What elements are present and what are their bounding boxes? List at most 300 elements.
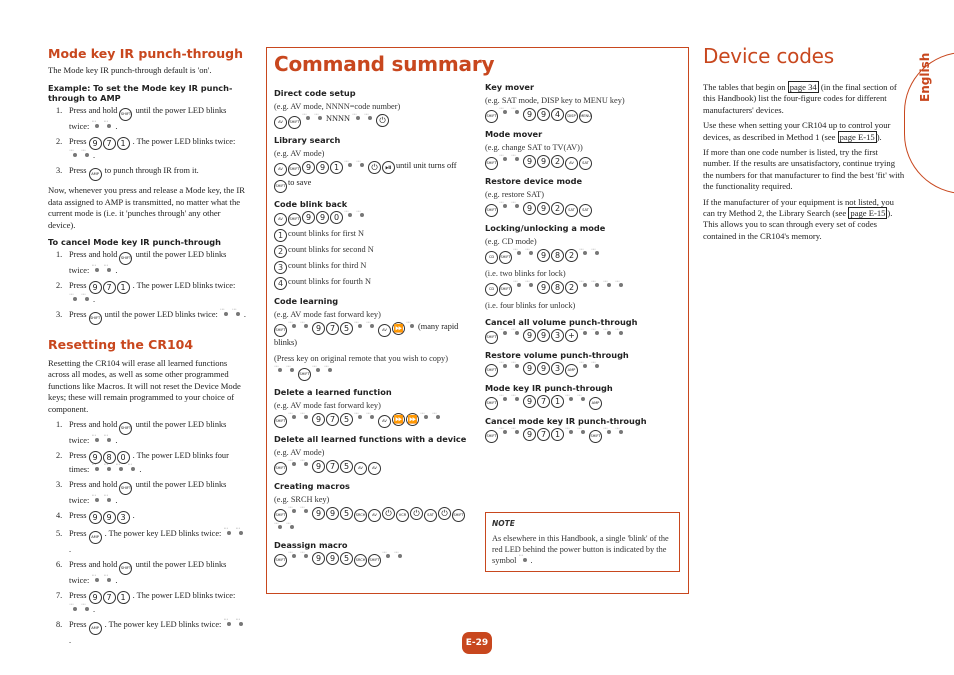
summary-column-1 (274, 88, 474, 573)
key-shift-icon: SHIFT (485, 331, 498, 344)
command-title: Code blink back (274, 199, 348, 209)
command-block (485, 383, 680, 410)
blink-icon (315, 113, 325, 123)
command-block (485, 176, 680, 217)
key-sequence (274, 506, 474, 534)
command-title: Restore volume punch-through (485, 350, 629, 360)
key-0-icon: 0 (330, 211, 343, 224)
blink-count-line (274, 260, 474, 274)
blink-icon (92, 464, 102, 474)
step-number: 4. (56, 511, 63, 521)
device-p1 (703, 82, 906, 116)
blink-icon (383, 551, 393, 561)
command-title: Delete a learned function (274, 387, 392, 397)
step-text: . The power LED blinks four times: (69, 451, 229, 475)
step-text: Press (69, 620, 89, 630)
key-9-icon: 9 (312, 413, 325, 426)
key-cd-icon: CD (485, 251, 498, 264)
command-block (485, 350, 680, 377)
step-number: 3. (56, 310, 63, 320)
mode-key-title: Mode key IR punch-through (48, 46, 244, 61)
blink-icon (500, 154, 510, 164)
key-shift-icon: SHIFT (274, 462, 287, 475)
key-av-icon: AV (565, 157, 578, 170)
blink-icon (512, 361, 522, 371)
step-text: until the power LED blinks twice: (104, 310, 218, 320)
key-sequence (274, 160, 474, 176)
blink-icon (289, 321, 299, 331)
sequence-text: rapid (441, 322, 459, 331)
key-menu-icon: MENU (579, 110, 592, 123)
list-item: 1. Press and hold SHIFT until the power LED blinks twice: · · ·· · · . (48, 105, 248, 132)
sequence-text: to (288, 178, 297, 187)
step-text: until the power LED blinks twice: (69, 560, 227, 586)
key-shift-icon: SHIFT (485, 397, 498, 410)
key-av-icon: AV (274, 163, 287, 176)
key-0-icon: 0 (117, 451, 130, 464)
sequence-text: blinks) (274, 338, 298, 347)
step-number: 3. (56, 480, 63, 490)
blink-icon (592, 328, 602, 338)
step-text: Press (69, 529, 89, 539)
command-title: Locking/unlocking a mode (485, 223, 606, 233)
command-example: (e.g. restore SAT) (485, 190, 544, 199)
sequence-text: NNNN (326, 114, 353, 123)
command-block (485, 82, 680, 123)
key-7-icon: 7 (537, 428, 550, 441)
key-sequence (274, 551, 474, 567)
key-9-icon: 9 (537, 202, 550, 215)
blink-count-line (274, 228, 474, 242)
key-shift-icon: SHIFT (119, 562, 132, 575)
blink-count-line (274, 244, 474, 258)
command-title: Direct code setup (274, 88, 356, 98)
note-title: NOTE (492, 519, 515, 528)
blink-icon (512, 107, 522, 117)
key-shift-icon: SHIFT (485, 204, 498, 217)
blink-icon (500, 427, 510, 437)
key-⏻-icon: ⏻ (368, 161, 381, 174)
key-sequence (485, 248, 680, 264)
key-sequence (485, 280, 680, 296)
key-shift-icon: SHIFT (89, 312, 102, 325)
step-number: 5. (56, 529, 63, 539)
key-2-icon: 2 (565, 249, 578, 262)
command-title: Deassign macro (274, 540, 348, 550)
key-av-icon: AV (274, 213, 287, 226)
blink-icon (566, 427, 576, 437)
list-item: 5. Press AMP . The power key LED blinks twice: · · ·· · ·. (48, 528, 248, 555)
blink-icon (104, 121, 114, 131)
command-title: Cancel mode key IR punch-through (485, 416, 647, 426)
key-7-icon: 7 (537, 395, 550, 408)
blink-icon (367, 321, 377, 331)
blink-icon (592, 280, 602, 290)
command-block (274, 135, 474, 193)
blink-icon (578, 427, 588, 437)
step-text: . The power key LED blinks twice: (104, 529, 222, 539)
step-text: to punch through IR from it. (104, 166, 199, 176)
key-4-icon: 4 (551, 108, 564, 121)
key-7-icon: 7 (326, 322, 339, 335)
key-shift-icon: SHIFT (368, 554, 381, 567)
page-34-link[interactable]: page 34 (789, 82, 817, 92)
key-5-icon: 5 (340, 552, 353, 565)
command-title: Creating macros (274, 481, 350, 491)
sequence-text: (many (418, 322, 442, 331)
step-number: 3. (56, 166, 63, 176)
key-9-icon: 9 (312, 552, 325, 565)
blink-icon (92, 575, 102, 585)
key-amp-icon: AMP (89, 168, 102, 181)
blink-icon (92, 121, 102, 131)
step-text: Press and hold (69, 480, 120, 490)
command-example: (e.g. AV mode fast forward key) (274, 310, 381, 319)
key-disp-icon: DISP (565, 110, 578, 123)
blink-icon (604, 280, 614, 290)
step-text: Press and hold (69, 250, 120, 260)
blink-icon (289, 412, 299, 422)
command-example: (e.g. SRCH key) (274, 495, 330, 504)
step-number: 8. (56, 620, 63, 630)
key-9-icon: 9 (537, 362, 550, 375)
blink-icon (355, 321, 365, 331)
list-item (48, 510, 248, 524)
command-block (274, 481, 474, 534)
key-9-icon: 9 (89, 451, 102, 464)
blink-icon (233, 309, 243, 319)
key-9-icon: 9 (89, 591, 102, 604)
key-⏻-icon: ⏻ (438, 507, 451, 520)
command-title: Delete all learned functions with a device (274, 434, 467, 444)
blink-icon (303, 113, 313, 123)
mode-key-steps (48, 105, 248, 181)
sequence-text: save (296, 178, 312, 187)
step-number: 7. (56, 591, 63, 601)
key-shift-icon: SHIFT (452, 509, 465, 522)
command-example: (i.e. four blinks for unlock) (485, 301, 576, 310)
step-text: Press (69, 137, 89, 147)
blink-icon (616, 280, 626, 290)
key-shift-icon: SHIFT (119, 252, 132, 265)
blink-icon (221, 309, 231, 319)
step-text: Press (69, 591, 89, 601)
key-9-icon: 9 (312, 460, 325, 473)
command-example: (Press key on original remote that you wish to copy) (274, 354, 448, 363)
command-block (274, 296, 474, 381)
key-cd-icon: CD (485, 283, 498, 296)
key-1-icon: 1 (551, 428, 564, 441)
key-shift-icon: SHIFT (288, 213, 301, 226)
blink-icon (70, 604, 80, 614)
left-column (48, 46, 248, 650)
key-9-icon: 9 (89, 511, 102, 524)
key-shift-icon: SHIFT (499, 251, 512, 264)
step-text: Press (69, 511, 89, 521)
key-shift-icon: SHIFT (589, 430, 602, 443)
key-1-icon: 1 (117, 591, 130, 604)
blink-icon (313, 365, 323, 375)
key-4-icon: 4 (274, 277, 287, 290)
key-sequence (274, 210, 474, 226)
blink-icon (580, 248, 590, 258)
key-5-icon: 5 (340, 413, 353, 426)
step-number: 1. (56, 250, 63, 260)
command-block (274, 199, 474, 290)
key-9-icon: 9 (103, 511, 116, 524)
sequence-text: unit (413, 161, 429, 170)
blink-icon (580, 280, 590, 290)
blink-icon (224, 528, 234, 538)
step-text: . The power LED blinks twice: (132, 281, 236, 291)
blink-icon (104, 575, 114, 585)
sequence-text: until (396, 161, 414, 170)
key-1-icon: 1 (117, 281, 130, 294)
key-9-icon: 9 (537, 329, 550, 342)
summary-column-2 (485, 82, 680, 449)
key-7-icon: 7 (103, 281, 116, 294)
key-amp-icon: AMP (89, 622, 102, 635)
blink-icon (500, 201, 510, 211)
step-text: Press and hold (69, 106, 120, 116)
key-av-icon: AV (274, 116, 287, 129)
key-sequence (485, 427, 680, 443)
blink-icon (301, 459, 311, 469)
key-9-icon: 9 (326, 552, 339, 565)
step-number: 6. (56, 560, 63, 570)
command-title: Restore device mode (485, 176, 583, 186)
key-srch-icon: SRCH (354, 554, 367, 567)
key-2-icon: 2 (551, 155, 564, 168)
key-1-icon: 1 (117, 137, 130, 150)
blink-icon (82, 150, 92, 160)
command-example: (e.g. change SAT to TV(AV)) (485, 143, 583, 152)
step-text: . (132, 511, 135, 521)
key-sat-icon: SAT (579, 204, 592, 217)
sequence-text: off (446, 161, 457, 170)
step-text: . The power LED blinks twice: (132, 137, 236, 147)
key-⏩-icon: ⏩ (393, 324, 404, 333)
command-block (485, 223, 680, 311)
blink-icon (407, 321, 417, 331)
blink-icon (604, 328, 614, 338)
key-7-icon: 7 (103, 137, 116, 150)
device-p2 (703, 120, 906, 143)
key-5-icon: 5 (340, 460, 353, 473)
key-3-icon: 3 (551, 329, 564, 342)
blink-icon (604, 427, 614, 437)
blink-icon (433, 412, 443, 422)
key-⏻-icon: ⏻ (410, 507, 423, 520)
blink-icon (616, 328, 626, 338)
key-9-icon: 9 (312, 507, 325, 520)
key-5-icon: 5 (340, 322, 353, 335)
key-shift-icon: SHIFT (485, 364, 498, 377)
blink-icon (592, 248, 602, 258)
blink-icon (236, 528, 246, 538)
device-p3: If more than one code number is listed, try the first number. If the results are unsatisfactory, continue trying the numbers for that manufacturer to find the best 'fit' with the functionality required. (703, 147, 905, 192)
step-text: Press (69, 451, 89, 461)
blink-icon (566, 394, 576, 404)
key-9-icon: 9 (523, 395, 536, 408)
key-sat-icon: SAT (424, 509, 437, 522)
blink-icon (580, 361, 590, 371)
blink-icon (104, 464, 114, 474)
command-block (274, 387, 474, 428)
step-text: until the power LED blinks twice: (69, 420, 227, 446)
device-p2-b: ). (876, 131, 882, 142)
key-5-icon: 5 (340, 507, 353, 520)
blink-count-text: count blinks for fourth N (288, 277, 371, 286)
key-sequence (274, 412, 474, 428)
key-9-icon: 9 (316, 211, 329, 224)
key-1-icon: 1 (274, 229, 287, 242)
list-item: 6. Press and hold SHIFT until the power LED blinks twice: · · ·· · · . (48, 559, 248, 586)
blink-icon (92, 435, 102, 445)
note-text: As elsewhere in this Handbook, a single 'blink' of the red LED behind the power button is indicated by the symbol · · · . (492, 533, 673, 566)
blink-count-text: count blinks for second N (288, 245, 374, 254)
mode-key-intro: The Mode key IR punch-through default is 'on'. (48, 65, 212, 75)
note-box (485, 512, 680, 572)
step-text: Press and hold (69, 420, 120, 430)
blink-icon (70, 294, 80, 304)
key-amp-icon: AMP (89, 531, 102, 544)
blink-icon (224, 619, 234, 629)
key-3-icon: 3 (551, 362, 564, 375)
summary-title-wrap (274, 52, 494, 76)
key-av-icon: AV (368, 462, 381, 475)
language-tab-label: English (918, 52, 932, 102)
blink-icon (500, 394, 510, 404)
command-block (274, 434, 474, 475)
key-9-icon: 9 (89, 281, 102, 294)
blink-icon (116, 464, 126, 474)
key-2-icon: 2 (551, 202, 564, 215)
key-8-icon: 8 (551, 249, 564, 262)
command-block (485, 317, 680, 344)
blink-icon (421, 412, 431, 422)
step-text: . The power key LED blinks twice: (104, 620, 222, 630)
blink-icon (526, 248, 536, 258)
step-text: Press (69, 166, 89, 176)
key-shift-icon: SHIFT (485, 430, 498, 443)
key-⏯-icon: ⏯ (382, 161, 395, 174)
blink-icon (301, 321, 311, 331)
key-9-icon: 9 (312, 322, 325, 335)
key-3-icon: 3 (117, 511, 130, 524)
cancel-steps (48, 249, 248, 325)
blink-icon (70, 150, 80, 160)
key-shift-icon: SHIFT (298, 368, 311, 381)
key-sequence (274, 365, 474, 381)
list-item: 3. Press and hold SHIFT until the power LED blinks twice: · · ·· · · . (48, 479, 248, 506)
command-block (274, 88, 474, 129)
command-example: (e.g. CD mode) (485, 237, 537, 246)
command-title: Cancel all volume punch-through (485, 317, 638, 327)
key-7-icon: 7 (103, 591, 116, 604)
key-9-icon: 9 (302, 211, 315, 224)
note-text-body: As elsewhere in this Handbook, a single 'blink' of the red LED behind the power button is indicated by the symbol (492, 534, 669, 565)
blink-icon (512, 328, 522, 338)
blink-icon (287, 522, 297, 532)
command-example: (e.g. AV mode) (274, 149, 325, 158)
list-item: 2. Press 9 7 1 . The power LED blinks twice: · · ·· · ·. (48, 136, 248, 161)
step-text: . The power LED blinks twice: (132, 591, 236, 601)
key-amp-icon: AMP (589, 397, 602, 410)
key-9-icon: 9 (326, 507, 339, 520)
blink-count-text: count blinks for third N (288, 261, 367, 270)
key-9-icon: 9 (316, 161, 329, 174)
device-p4 (703, 197, 906, 243)
blink-icon (301, 506, 311, 516)
blink-icon (92, 495, 102, 505)
key-sequence (274, 113, 474, 129)
blink-icon (526, 280, 536, 290)
key-9-icon: 9 (523, 155, 536, 168)
blink-icon (512, 154, 522, 164)
sequence-text: turns (428, 161, 447, 170)
key-1-icon: 1 (551, 395, 564, 408)
list-item: 3. Press SHIFT until the power LED blinks twice: · · ·· · · . (48, 309, 248, 325)
key-shift-icon: SHIFT (288, 163, 301, 176)
key-9-icon: 9 (89, 137, 102, 150)
key-av-icon: AV (368, 509, 381, 522)
key-shift-icon: SHIFT (485, 157, 498, 170)
key-sat-icon: SAT (565, 204, 578, 217)
key-amp-icon: AMP (565, 364, 578, 377)
blink-icon (512, 394, 522, 404)
key-8-icon: 8 (551, 281, 564, 294)
blink-icon (104, 495, 114, 505)
blink-count-line (274, 276, 474, 290)
blink-icon (289, 551, 299, 561)
blink-icon (104, 265, 114, 275)
blink-icon (82, 604, 92, 614)
reset-steps (48, 419, 248, 646)
key-sequence (274, 321, 474, 349)
blink-icon (616, 427, 626, 437)
blink-icon (275, 522, 285, 532)
page-e15-link-2[interactable]: page E-15 (850, 208, 886, 219)
blink-icon (325, 365, 335, 375)
command-block (485, 129, 680, 170)
key-2-icon: 2 (565, 281, 578, 294)
key-shift-icon: SHIFT (119, 108, 132, 121)
key-shift-icon: SHIFT (274, 415, 287, 428)
page-e15-link[interactable]: page E-15 (839, 131, 875, 142)
blink-icon (104, 435, 114, 445)
blink-icon (345, 160, 355, 170)
list-item: 2. Press 9 8 0 . The power LED blinks four times: · · ·· · ·· · ·· · · . (48, 450, 248, 475)
key-⏩-icon: ⏩ (393, 415, 404, 424)
key-8-icon: 8 (103, 451, 116, 464)
blink-icon (365, 113, 375, 123)
device-p2-a: Use these when setting your CR104 up to control your devices, as described in Method 1 (see (703, 120, 891, 142)
key-9-icon: 9 (523, 202, 536, 215)
key-7-icon: 7 (326, 413, 339, 426)
list-item: 1. Press and hold SHIFT until the power LED blinks twice: · · ·· · · . (48, 419, 248, 446)
list-item: 2. Press 9 7 1 . The power LED blinks twice: · · ·· · ·. (48, 280, 248, 305)
blink-icon (345, 210, 355, 220)
blink-icon (353, 113, 363, 123)
step-text: Press and hold (69, 560, 120, 570)
key-3-icon: 3 (274, 261, 287, 274)
key-⏩-icon: ⏩ (407, 415, 418, 424)
key-av-icon: AV (378, 415, 391, 428)
device-codes-column (703, 44, 906, 242)
key-shift-icon: SHIFT (274, 180, 287, 193)
blink-icon (512, 427, 522, 437)
